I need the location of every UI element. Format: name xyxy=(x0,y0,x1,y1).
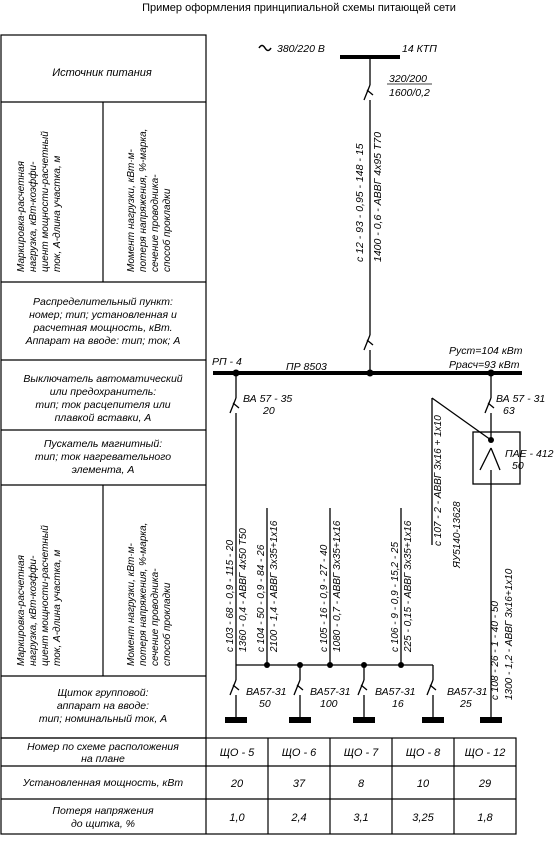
legend-line-right-2 xyxy=(126,523,173,666)
legend-line-right-b1: Момент нагрузки, кВт·м- xyxy=(126,543,137,666)
legend-distribution xyxy=(25,296,181,347)
group-breaker-type: ВА57-31 xyxy=(246,686,287,698)
line-labels xyxy=(225,520,414,653)
line-moment: 1080 - 0,7 - АВВГ 3х35+1х16 xyxy=(332,520,343,652)
main-breaker-label xyxy=(387,73,432,99)
legend-group-panel-2: аппарат на вводе: xyxy=(56,700,150,712)
right-breaker-type: ВА 57 - 31 xyxy=(496,393,546,405)
legend-distribution-4: Аппарат на вводе: тип; ток; А xyxy=(25,335,181,347)
panel-power: 8 xyxy=(357,778,365,790)
line-data: с 108 - 26 - 1 - 40 - 50 xyxy=(490,601,501,700)
panel-icon xyxy=(289,717,311,723)
rp-p-calc: Pрасч=93 кВт xyxy=(449,359,520,371)
legend-line-right-3: сечение проводника- xyxy=(150,174,161,272)
panel-loss: 1,8 xyxy=(477,812,493,824)
legend-line-left-b3: циент мощности-расчетный xyxy=(40,525,51,666)
table-label-loss-1: Потеря напряжения xyxy=(52,805,154,817)
group-breaker-current: 100 xyxy=(320,698,338,710)
legend-line-left-4: ток, А-длина участка, м xyxy=(52,155,63,272)
legend-group-panel-3: тип; номинальный ток, А xyxy=(38,713,168,725)
main-feeder-moment: 1400 - 0,6 - АВВГ 4х95 Т70 xyxy=(372,131,384,262)
legend-starter-3: элемента, А xyxy=(71,464,135,476)
line-moment: 1360 - 0,4 - АВВГ 4х50 Т50 xyxy=(238,528,249,652)
rp-type: ПР 8503 xyxy=(286,361,327,373)
legend-group-panel-1: Щиток групповой: xyxy=(57,687,149,699)
panel-power: 37 xyxy=(292,778,306,790)
legend-breaker-2: или предохранитель: xyxy=(49,386,157,398)
panel-power: 10 xyxy=(416,778,430,790)
legend-breaker-4: плавкой вставки, А xyxy=(54,412,152,424)
table-label-number-2: на плане xyxy=(81,753,125,765)
group-breaker-type: ВА57-31 xyxy=(310,686,351,698)
legend-line-left-b2: нагрузка, кВт-коэффи- xyxy=(28,555,39,666)
starter-type: ПАЕ - 412 xyxy=(505,448,554,460)
table-label-number-1: Номер по схеме расположения xyxy=(27,741,179,753)
substation-name: 14 КТП xyxy=(402,43,437,55)
supply-source xyxy=(259,43,437,57)
panel-number: ЩО - 7 xyxy=(343,747,379,759)
legend-breaker-3: тип; ток расцепителя или xyxy=(35,399,171,411)
group-breaker-type: ВА57-31 xyxy=(447,686,488,698)
legend-distribution-2: номер; тип; установленная и xyxy=(29,309,177,321)
legend-source: Источник питания xyxy=(52,67,152,79)
legend-line-left-2 xyxy=(16,525,63,666)
panel-number: ЩО - 5 xyxy=(219,747,255,759)
panel-loss: 2,4 xyxy=(291,812,307,824)
left-breaker-current: 20 xyxy=(263,405,275,417)
line-moment: 1300 - 1,2 - АВВГ 3х16+1х10 xyxy=(504,568,515,700)
panel-power: 20 xyxy=(230,778,244,790)
rp-p-inst: Pуст=104 кВт xyxy=(449,345,523,357)
legend-line-left-2: нагрузка, кВт-коэффи- xyxy=(28,161,39,272)
legend-line-right-2: потеря напряжения, %-марка, xyxy=(138,128,149,272)
panel-loss: 3,1 xyxy=(353,812,369,824)
panel-power: 29 xyxy=(478,778,492,790)
main-feeder-label xyxy=(354,143,366,262)
supply-voltage: 380/220 В xyxy=(277,43,325,55)
motor-device-label: ЯУ5140-13628 xyxy=(452,501,463,568)
starter-node xyxy=(488,437,494,443)
right-breaker-current: 63 xyxy=(503,405,515,417)
motor-cable-label: с 107 - 2 - АВВГ 3х16 + 1х10 xyxy=(433,415,444,546)
left-breaker-type: ВА 57 - 35 xyxy=(243,393,293,405)
main-feeder-label-2 xyxy=(372,132,384,262)
legend-line-left xyxy=(16,131,63,272)
group-breaker-current: 25 xyxy=(460,698,472,710)
group-breaker-current: 16 xyxy=(392,698,404,710)
group-breaker-current: 50 xyxy=(259,698,271,710)
main-breaker-setting: 1600/0,2 xyxy=(389,87,430,99)
legend-line-left-b1: Маркировка-расчетная xyxy=(16,555,27,666)
panel-loss: 3,25 xyxy=(412,812,434,824)
panel-number: ЩО - 6 xyxy=(281,747,317,759)
legend-line-right-b2: потеря напряжения, %-марка, xyxy=(138,522,149,666)
panel-icon xyxy=(353,717,375,723)
legend-line-left-1: Маркировка-расчетная xyxy=(16,161,27,272)
panel-number: ЩО - 8 xyxy=(405,747,441,759)
panel-icon xyxy=(225,717,247,723)
panel-loss: 1,0 xyxy=(229,812,245,824)
table-values xyxy=(220,747,506,824)
legend-starter-1: Пускатель магнитный: xyxy=(43,438,163,450)
panel-symbols xyxy=(225,717,502,723)
legend-breaker xyxy=(23,373,182,424)
line-data: с 106 - 9 - 0,9 - 15,2 - 25 xyxy=(390,541,401,652)
legend-line-right-1: Момент нагрузки, кВт·м- xyxy=(126,149,137,272)
line-moment: 225 - 0,15 - АВВГ 3х35+1х16 xyxy=(403,520,414,652)
legend-line-left-b4: ток, А-длина участка, м xyxy=(52,549,63,666)
line-data: с 103 - 68 - 0,9 - 115 - 20 xyxy=(225,539,236,652)
panel-number: ЩО - 12 xyxy=(464,747,506,759)
legend-line-right xyxy=(126,129,173,272)
legend-breaker-1: Выключатель автоматический xyxy=(23,373,183,385)
line-data: с 105 - 16 - 0,9 - 27 - 40 xyxy=(319,544,330,652)
line-data: с 104 - 50 - 0,9 - 84 - 26 xyxy=(256,544,267,652)
legend-group-panel xyxy=(39,687,167,725)
diagram-title: Пример оформления принципиальной схемы питающей сети xyxy=(142,2,456,14)
legend-line-right-b3: сечение проводника- xyxy=(150,568,161,666)
rp-name: РП - 4 xyxy=(212,356,242,368)
table-label-power: Установленная мощность, кВт xyxy=(22,777,184,789)
panel-icon xyxy=(422,717,444,723)
motor-branch-labels xyxy=(433,415,515,700)
legend-distribution-3: расчетная мощность, кВт. xyxy=(33,322,173,334)
ac-symbol-icon xyxy=(259,46,271,51)
legend-line-right-b4: способ прокладки xyxy=(162,582,173,666)
legend-line-right-4: способ прокладки xyxy=(162,188,173,272)
legend-starter-2: тип; ток нагревательного xyxy=(34,451,172,463)
table-labels xyxy=(22,741,184,830)
main-feeder-data: с 12 - 93 - 0,95 - 148 - 15 xyxy=(354,143,366,262)
line-moment: 2100 - 1,4 - АВВГ 3х35+1х16 xyxy=(269,520,280,652)
starter-current: 50 xyxy=(512,460,524,472)
main-breaker-rating: 320/200 xyxy=(389,73,427,85)
group-breaker-type: ВА57-31 xyxy=(375,686,416,698)
table-label-loss-2: до щитка, % xyxy=(70,818,136,830)
legend-distribution-1: Распределительный пункт: xyxy=(33,296,173,308)
legend-starter xyxy=(35,438,171,476)
legend-line-left-3: циент мощности-расчетный xyxy=(40,131,51,272)
